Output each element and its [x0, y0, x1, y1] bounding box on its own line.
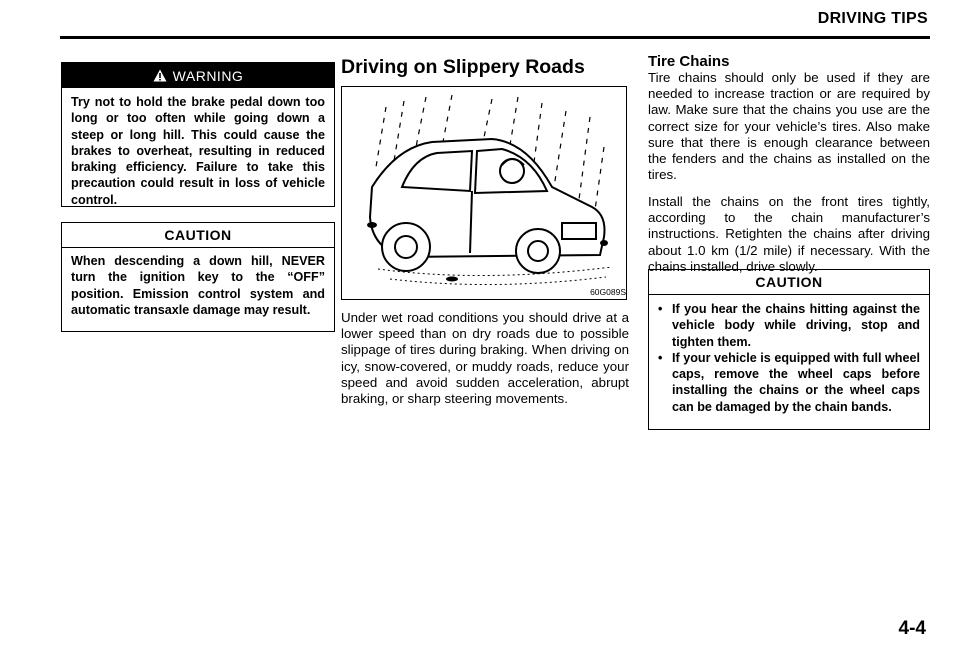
section-title-tire-chains: Tire Chains — [648, 53, 730, 70]
page-number: 4-4 — [898, 618, 926, 639]
caution-header-left: CAUTION — [62, 223, 334, 248]
warning-header — [62, 63, 334, 88]
warning-text: Try not to hold the brake pedal down too long or too often while going down a steep or long hill. This could cause the brakes to overheat, resulting in reduced braking efficiency. Failure to take this precaution could result in loss of vehicle control. — [71, 95, 325, 207]
warning-label: WARNING — [172, 67, 244, 84]
warning-box — [61, 62, 335, 207]
caution-text-left: When descending a down hill, NEVER turn the ignition key to the “OFF” position. Emission control system and automatic transaxle damage may result. — [71, 254, 325, 317]
slippery-roads-paragraph: Under wet road conditions you should drive at a lower speed than on dry roads due to possible slippage of tires during braking. When driving on icy, snow-covered, or muddy roads, reduce your speed and avoid sudden acceleration, abrupt braking, or sharp steering movements. — [341, 310, 629, 407]
header-rule — [60, 36, 930, 39]
caution-bullet-item: • If you hear the chains hitting against the vehicle body while driving, stop and tighten them. — [658, 301, 920, 350]
figure-code: 60G089S — [590, 287, 626, 297]
caution-header-right: CAUTION — [649, 270, 929, 295]
car-illustration — [342, 87, 628, 299]
caution-bullet-list — [658, 301, 920, 415]
tire-chains-paragraph-1: Tire chains should only be used if they are needed to increase traction or are required by law. Make sure that the chains you use are the correct size for your vehicle’s tires. Also make sure that there is enough clearance between the fenders and the chains as installed on the tires. — [648, 70, 930, 183]
caution-body-right — [649, 295, 929, 415]
caution-box-right — [648, 269, 930, 430]
warning-triangle-icon — [153, 69, 167, 82]
section-title-slippery-roads: Driving on Slippery Roads — [341, 56, 585, 78]
page-header-title: DRIVING TIPS — [817, 10, 928, 27]
caution-bullet-item: • If your vehicle is equipped with full wheel caps, remove the wheel caps before installing the chains or the wheel caps can be damaged by the chain bands. — [658, 350, 920, 415]
caution-box-left — [61, 222, 335, 332]
car-in-rain-illustration — [341, 86, 627, 300]
tire-chains-paragraph-2: Install the chains on the front tires tightly, according to the chain manufacturer’s instructions. Retighten the chains after driving about 1.0 km (1/2 mile) if necessary. With the chains installed, drive slowly. — [648, 194, 930, 274]
